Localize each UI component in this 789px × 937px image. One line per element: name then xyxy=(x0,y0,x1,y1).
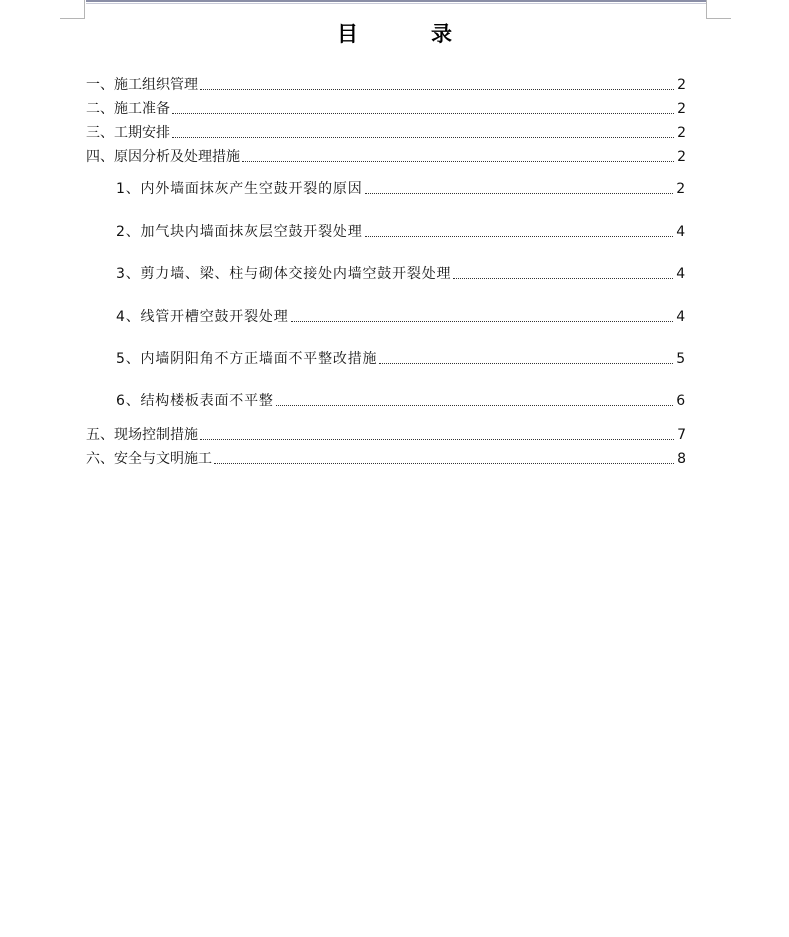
dot-leader xyxy=(214,463,674,464)
dot-leader xyxy=(200,89,674,90)
toc-entry-4-4[interactable] xyxy=(86,283,686,326)
toc-entry-2[interactable] xyxy=(86,94,686,118)
toc-entry-page: 4 xyxy=(676,224,686,240)
margin-corner-right xyxy=(706,0,731,19)
toc-entry-label: 四、原因分析及处理措施 xyxy=(86,149,240,165)
dot-leader xyxy=(200,439,674,440)
toc-entry-page: 6 xyxy=(676,393,686,409)
dot-leader xyxy=(365,236,674,237)
toc-entry-label: 1、内外墙面抹灰产生空鼓开裂的原因 xyxy=(116,181,363,197)
toc-entry-4[interactable] xyxy=(86,142,686,166)
toc-entry-label: 6、结构楼板表面不平整 xyxy=(116,393,274,409)
toc-entry-page: 8 xyxy=(677,451,686,467)
toc-entry-page: 2 xyxy=(677,149,686,165)
toc-entry-page: 4 xyxy=(676,309,686,325)
toc-entry-3[interactable] xyxy=(86,118,686,142)
toc-entry-label: 4、线管开槽空鼓开裂处理 xyxy=(116,309,289,325)
toc-entry-page: 5 xyxy=(676,351,686,367)
toc-entry-label: 一、施工组织管理 xyxy=(86,77,198,93)
toc-entry-label: 3、剪力墙、梁、柱与砌体交接处内墙空鼓开裂处理 xyxy=(116,266,452,282)
dot-leader xyxy=(365,193,674,194)
dot-leader xyxy=(172,137,674,138)
toc-entry-label: 二、施工准备 xyxy=(86,101,170,117)
toc-entry-label: 三、工期安排 xyxy=(86,125,170,141)
toc-entry-5[interactable] xyxy=(86,410,686,444)
toc-title: 目 录 xyxy=(337,21,478,46)
toc-entry-label: 5、内墙阴阳角不方正墙面不平整改措施 xyxy=(116,351,378,367)
dot-leader xyxy=(291,321,674,322)
table-of-contents xyxy=(86,70,686,468)
toc-entry-4-2[interactable] xyxy=(86,198,686,241)
toc-entry-label: 2、加气块内墙面抹灰层空鼓开裂处理 xyxy=(116,224,363,240)
header-rule-secondary xyxy=(86,3,706,4)
toc-entry-label: 六、安全与文明施工 xyxy=(86,451,212,467)
dot-leader xyxy=(453,278,673,279)
toc-entry-1[interactable] xyxy=(86,70,686,94)
header-rule xyxy=(86,0,706,2)
toc-entry-4-6[interactable] xyxy=(86,368,686,410)
toc-entry-4-5[interactable] xyxy=(86,326,686,368)
toc-entry-6[interactable] xyxy=(86,444,686,468)
toc-entry-4-1[interactable] xyxy=(86,166,686,198)
dot-leader xyxy=(172,113,674,114)
dot-leader xyxy=(276,405,674,406)
dot-leader xyxy=(242,161,674,162)
toc-entry-page: 2 xyxy=(676,181,686,197)
toc-entry-page: 7 xyxy=(677,427,686,443)
toc-entry-page: 2 xyxy=(677,77,686,93)
dot-leader xyxy=(379,363,673,364)
toc-entry-4-3[interactable] xyxy=(86,241,686,283)
toc-entry-page: 2 xyxy=(677,125,686,141)
margin-corner-left xyxy=(60,0,85,19)
toc-entry-page: 2 xyxy=(677,101,686,117)
toc-entry-page: 4 xyxy=(676,266,686,282)
toc-entry-label: 五、现场控制措施 xyxy=(86,427,198,443)
